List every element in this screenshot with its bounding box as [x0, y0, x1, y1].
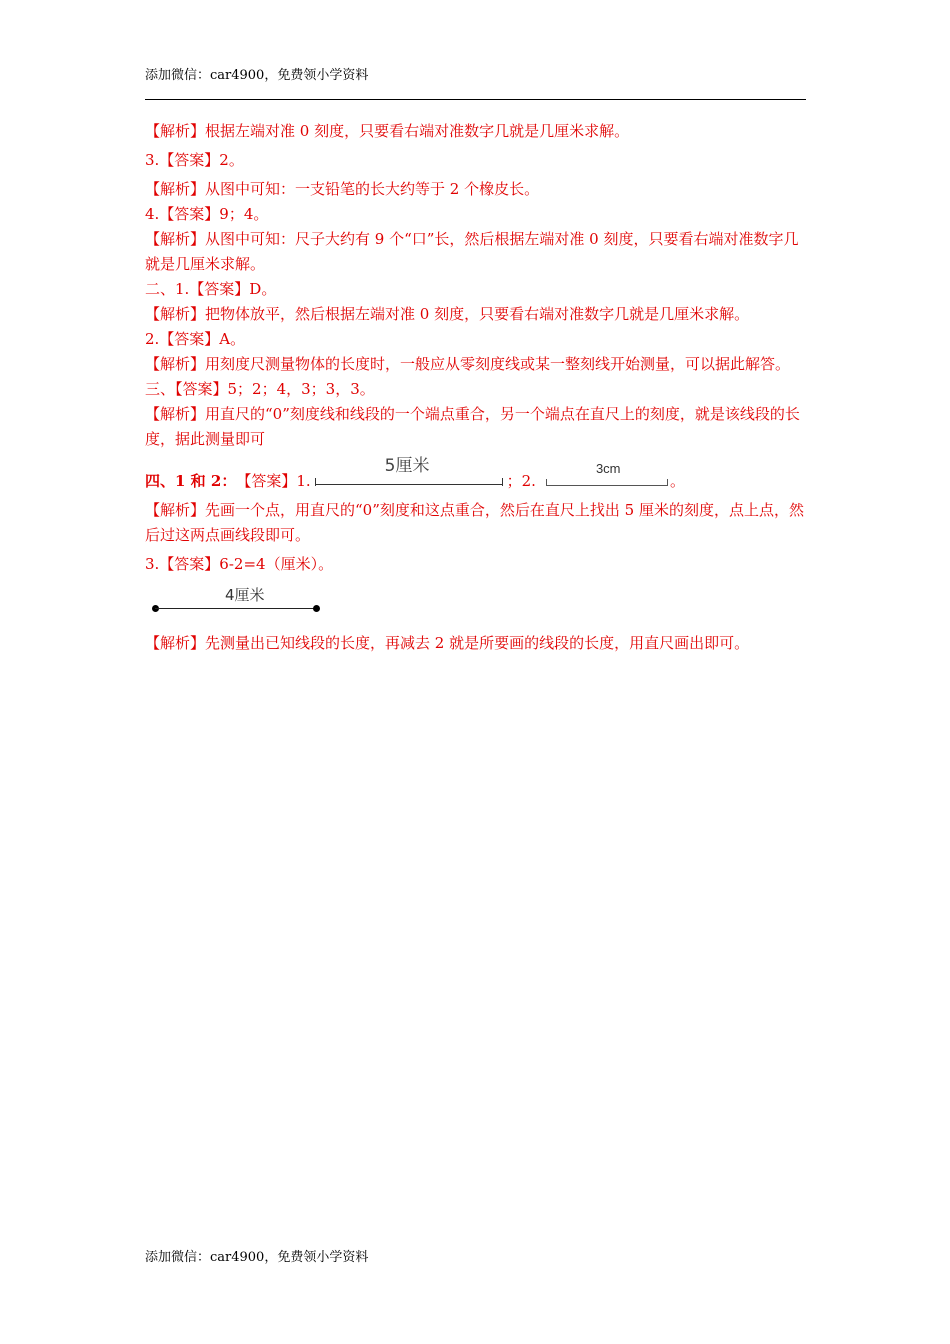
- answer-2-1: 二、1.【答案】D。: [145, 280, 277, 298]
- section-4-separator: ；2.: [506, 472, 536, 490]
- analysis-2-2: 【解析】用刻度尺测量物体的长度时，一般应从零刻度线或某一整刻线开始测量，可以据此解答。: [145, 355, 791, 373]
- segment-3cm-label: 3cm: [595, 461, 621, 476]
- section-4-heading: 四、1 和 2：: [145, 472, 237, 490]
- segment-3cm-right-tick: [667, 479, 668, 486]
- answer-4-section-line: [145, 456, 807, 494]
- analysis-3-section: 【解析】用直尺的“0”刻度线和线段的一个端点重合，另一个端点在直尺上的刻度，就是该线段的长度，据此测量即可: [145, 405, 800, 448]
- answer-3-section: 三、【答案】5；2；4，3；3，3。: [145, 380, 375, 398]
- analysis-4-section: 【解析】先画一个点，用直尺的“0”刻度和这点重合，然后在直尺上找出 5 厘米的刻度，点上点，然后过这两点画线段即可。: [145, 501, 804, 544]
- answer-4-3: 3.【答案】6-2=4（厘米）。: [145, 555, 334, 573]
- section-4-end-mark: 。: [669, 472, 685, 490]
- analysis-3: 【解析】从图中可知：一支铅笔的长大约等于 2 个橡皮长。: [145, 180, 540, 198]
- segment-5cm-figure: [315, 458, 503, 494]
- segment-5cm-right-tick: [502, 478, 503, 486]
- segment-4cm-line: [155, 608, 317, 609]
- segment-5cm-label: 5厘米: [384, 456, 430, 476]
- analysis-4-3: 【解析】先测量出已知线段的长度，再减去 2 就是所要画的线段的长度，用直尺画出即可。: [145, 634, 750, 652]
- segment-3cm-figure: [546, 458, 668, 494]
- analysis-1: 【解析】根据左端对准 0 刻度，只要看右端对准数字几就是几厘米求解。: [145, 122, 630, 140]
- analysis-2-1: 【解析】把物体放平，然后根据左端对准 0 刻度，只要看右端对准数字几就是几厘米求解。: [145, 305, 750, 323]
- segment-4cm-figure: [145, 583, 325, 623]
- header-rule: [145, 99, 806, 100]
- segment-5cm-line: [315, 484, 503, 485]
- answer-4: 4.【答案】9；4。: [145, 205, 269, 223]
- answer-2-2: 2.【答案】A。: [145, 330, 246, 348]
- analysis-4: 【解析】从图中可知：尺子大约有 9 个“口”长，然后根据左端对准 0 刻度，只要看右端对准数字几就是几厘米求解。: [145, 230, 799, 273]
- section-4-answer-label: 【答案】1.: [236, 472, 311, 490]
- segment-4cm-label: 4厘米: [225, 586, 265, 604]
- answer-3: 3.【答案】2。: [145, 151, 244, 169]
- segment-4cm-right-dot: [313, 605, 320, 612]
- header-note: 添加微信：car4900，免费领小学资料: [145, 68, 369, 83]
- answer-content: [145, 119, 807, 656]
- segment-3cm-line: [546, 485, 668, 486]
- footer-note: 添加微信：car4900，免费领小学资料: [145, 1250, 369, 1265]
